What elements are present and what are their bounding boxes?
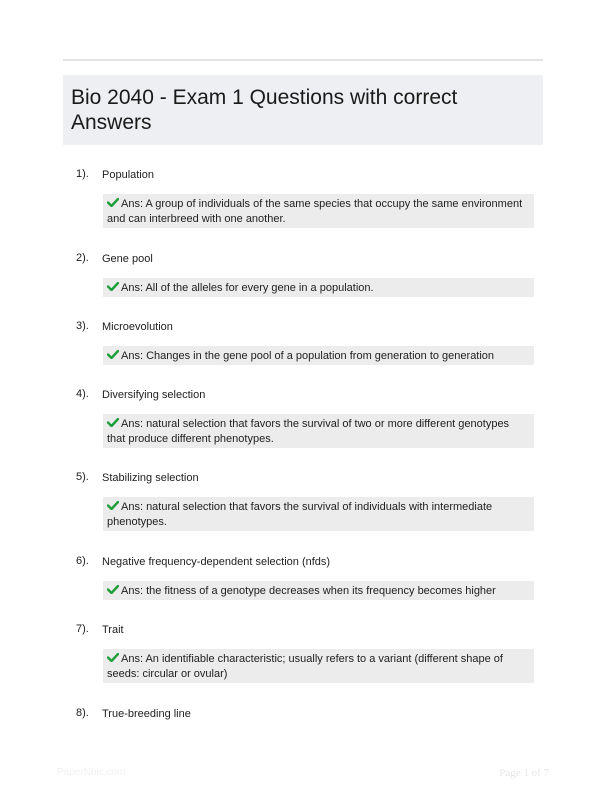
question-item [63, 320, 543, 362]
question-number: 6). [76, 555, 89, 567]
page-title: Bio 2040 - Exam 1 Questions with correct Answers [71, 86, 458, 134]
answer-box [103, 649, 534, 683]
check-icon [107, 653, 119, 662]
question-number: 5). [76, 471, 89, 483]
question-item [63, 168, 543, 225]
check-icon [107, 198, 119, 207]
question-item [63, 388, 543, 445]
check-icon [107, 282, 119, 291]
answer-text: Ans: natural selection that favors the survival of individuals with intermediate phenotypes. [107, 501, 493, 528]
question-term: Diversifying selection [102, 389, 206, 401]
page-indicator: Page 1 of 7 [499, 767, 549, 779]
answer-box [103, 581, 534, 600]
answer-text: Ans: natural selection that favors the survival of two or more different genotypes that produce different phenotypes. [107, 418, 510, 445]
check-icon [107, 585, 119, 594]
answer-text: Ans: the fitness of a genotype decreases when its frequency becomes higher [121, 585, 496, 597]
question-term: Population [102, 169, 154, 181]
question-item [63, 471, 543, 528]
check-icon [107, 418, 119, 427]
answer-box [103, 497, 534, 531]
question-item [63, 707, 543, 725]
question-item [63, 555, 543, 597]
answer-text: Ans: All of the alleles for every gene in a population. [121, 282, 374, 294]
question-number: 4). [76, 388, 89, 400]
answer-text: Ans: A group of individuals of the same species that occupy the same environment and can interbreed with one another. [107, 198, 523, 225]
answer-text: Ans: Changes in the gene pool of a population from generation to generation [121, 350, 495, 362]
answer-text: Ans: An identifiable characteristic; usually refers to a variant (different shape of seeds: circular or ovular) [107, 653, 503, 680]
question-number: 8). [76, 707, 89, 719]
question-number: 3). [76, 320, 89, 332]
question-number: 2). [76, 252, 89, 264]
answer-box [103, 346, 534, 365]
question-term: Stabilizing selection [102, 472, 199, 484]
question-term: Microevolution [102, 321, 173, 333]
question-term: Gene pool [102, 253, 153, 265]
question-number: 1). [76, 168, 89, 180]
answer-box [103, 194, 534, 228]
check-icon [107, 350, 119, 359]
question-term: Trait [102, 624, 124, 636]
answer-box [103, 278, 534, 297]
footer-watermark: PaperNbic.com [57, 767, 126, 778]
question-term: Negative frequency-dependent selection (nfds) [102, 556, 331, 568]
top-divider [63, 59, 543, 61]
check-icon [107, 501, 119, 510]
answer-box [103, 414, 534, 448]
question-number: 7). [76, 623, 89, 635]
question-item [63, 623, 543, 680]
question-item [63, 252, 543, 294]
question-term: True-breeding line [102, 708, 191, 720]
title-banner [63, 75, 543, 145]
